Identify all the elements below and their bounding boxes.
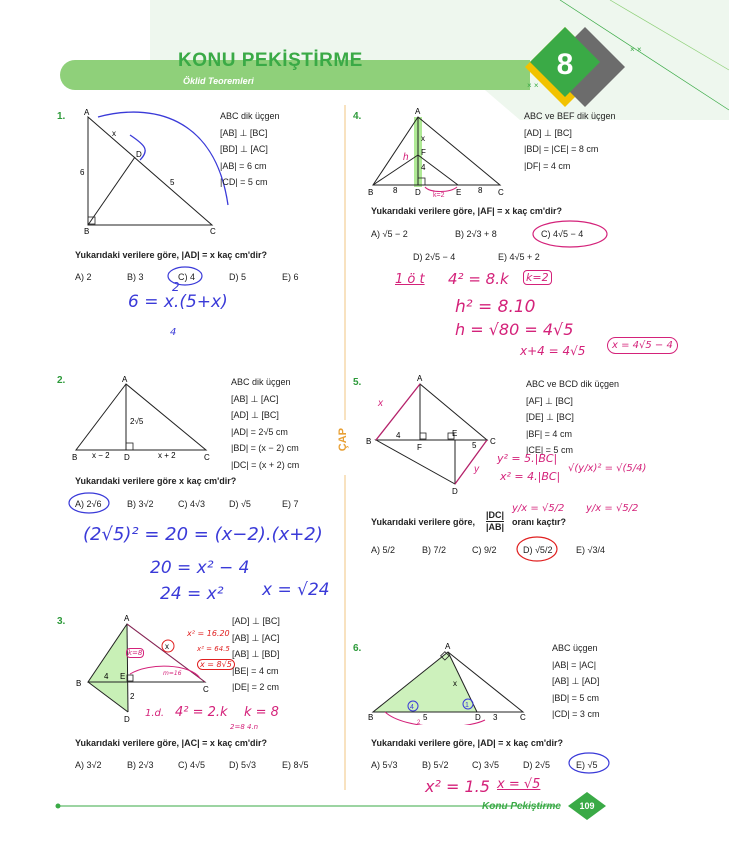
given-line: [AB] ⊥ [AC] (232, 632, 280, 643)
unit-badge (525, 22, 645, 112)
label-8-left: 8 (393, 186, 398, 195)
question-5-text-pre: Yukarıdaki verilere göre, (371, 517, 476, 527)
label-d: D (452, 487, 458, 496)
label-4: 4 (421, 163, 426, 172)
label-c: C (520, 713, 526, 722)
label-x: x (165, 642, 169, 651)
given-line: ABC dik üçgen (220, 111, 280, 121)
given-line: |BF| = 4 cm (526, 428, 572, 439)
label-a: A (122, 375, 128, 384)
label-x: x (421, 134, 425, 143)
given-line: [AF] ⊥ [BC] (526, 395, 573, 406)
given-line: |BD| = (x − 2) cm (231, 443, 299, 453)
answer-circle (165, 265, 205, 287)
label-c: C (204, 453, 210, 462)
question-4-text: Yukarıdaki verilere göre, |AF| = x kaç cm'dir? (371, 206, 563, 216)
option-a[interactable]: A) 2√6 (75, 499, 102, 509)
fraction-numerator: |DC| (486, 510, 505, 520)
option-e[interactable]: E) 8√5 (282, 760, 309, 770)
label-c: C (210, 227, 216, 236)
option-a[interactable]: A) 3√2 (75, 760, 102, 770)
handwriting: y/x = √5/2 (586, 503, 639, 514)
pen-arc (98, 112, 228, 205)
question-6-number: 6. (353, 643, 362, 654)
option-a[interactable]: A) √5 − 2 (371, 229, 408, 239)
option-e[interactable]: E) √5 (576, 760, 598, 770)
triangle-abc (376, 384, 487, 440)
question-5-figure (362, 372, 512, 497)
handwriting: 4² = 8.k (448, 270, 509, 288)
given-line: |CD| = 3 cm (552, 709, 600, 719)
handwriting: x² = 1.5 (425, 777, 490, 796)
unit-number: 8 (556, 48, 574, 81)
question-5-text-post: oranı kaçtır? (512, 517, 567, 527)
fraction-denominator: |AB| (486, 522, 505, 532)
handwriting: 4 (410, 704, 414, 711)
handwriting: y (474, 464, 479, 475)
handwriting: x² = 4.|BC| (500, 470, 561, 483)
question-2-figure (70, 372, 220, 464)
given-line: [DE] ⊥ [BC] (526, 412, 574, 422)
label-3: 3 (493, 713, 498, 722)
segment-bf (373, 155, 418, 185)
given-line: ABC ve BEF dik üçgen (524, 111, 616, 121)
answer-circle (514, 534, 560, 564)
handwriting: x (378, 398, 383, 409)
given-line: [AD] ⊥ [BC] (231, 410, 279, 420)
option-b[interactable]: B) 3 (127, 272, 144, 282)
label-a: A (445, 642, 451, 651)
highlight-region (373, 652, 477, 712)
label-b: B (366, 437, 372, 446)
label-c: C (203, 685, 209, 694)
label-4: 4 (396, 431, 401, 440)
option-c[interactable]: C) 9/2 (472, 545, 497, 555)
label-b: B (76, 679, 82, 688)
given-line: |DE| = 2 cm (232, 682, 279, 692)
decor-x-marks: × × (527, 81, 539, 90)
option-e[interactable]: E) 6 (282, 272, 299, 282)
option-b[interactable]: B) 2√3 (127, 760, 154, 770)
question-3-text: Yukarıdaki verilere göre, |AC| = x kaç cm'dir? (75, 738, 268, 748)
handwriting: x² = 64.5 (197, 645, 230, 653)
given-line: [AD] ⊥ [BC] (232, 616, 280, 626)
question-2-number: 2. (57, 375, 66, 386)
given-line: ABC dik üçgen (231, 377, 291, 387)
label-5: 5 (170, 178, 175, 187)
label-e: E (456, 188, 462, 197)
label-a: A (124, 614, 130, 623)
given-line: |BE| = 4 cm (232, 665, 279, 676)
answer-circle (66, 491, 112, 515)
given-line: ABC üçgen (552, 643, 598, 653)
label-a: A (84, 108, 90, 117)
right-angle-f (420, 433, 426, 439)
label-f: F (421, 148, 426, 157)
given-line: ABC ve BCD dik üçgen (526, 379, 620, 389)
label-2root5: 2√5 (130, 417, 144, 426)
pen-overlay (455, 440, 487, 484)
label-d: D (136, 150, 142, 159)
handwriting: k=2 (433, 192, 445, 199)
question-1-given (220, 108, 280, 191)
handwriting: (2√5)² = 20 = (x−2).(x+2) (83, 524, 323, 545)
question-1-number: 1. (57, 111, 66, 122)
question-4-figure (365, 105, 515, 200)
pen-arc (425, 187, 457, 192)
option-a[interactable]: A) 2 (75, 272, 92, 282)
handwriting: x = 4√5 − 4 (607, 337, 678, 354)
handwriting: k=8 (128, 649, 143, 657)
handwriting: 4 (170, 327, 177, 338)
question-3-number: 3. (57, 616, 66, 627)
label-d: D (475, 713, 481, 722)
label-e: E (120, 672, 126, 681)
question-6-given (552, 640, 599, 723)
option-e[interactable]: E) √3/4 (576, 545, 605, 555)
option-d[interactable]: D) √5 (229, 499, 251, 509)
handwriting: 1 (465, 702, 469, 709)
option-d[interactable]: D) 5√3 (229, 760, 256, 770)
question-1-text: Yukarıdaki verilere göre, |AD| = x kaç cm'dir? (75, 250, 268, 260)
handwriting: √(y/x)² = √(5/4) (568, 463, 647, 474)
label-d: D (124, 453, 130, 462)
label-6: 6 (80, 168, 85, 177)
option-c[interactable]: C) 3√5 (472, 760, 499, 770)
handwriting: k = 8 (244, 705, 279, 720)
question-4-given (524, 108, 616, 174)
handwriting: m=16 (163, 670, 182, 677)
option-e[interactable]: E) 4√5 + 2 (498, 252, 540, 262)
given-line: |DC| = (x + 2) cm (231, 459, 300, 470)
handwriting: h = √80 = 4√5 (455, 320, 574, 339)
question-5-fraction (486, 510, 504, 533)
label-x: x (112, 129, 116, 138)
option-b[interactable]: B) 7/2 (422, 545, 447, 555)
given-line: |AB| = 6 cm (220, 160, 267, 171)
handwriting: k=2 (523, 270, 552, 285)
option-c[interactable]: C) 4 (178, 272, 196, 282)
handwriting: 2 (417, 720, 421, 725)
right-angle-d (126, 443, 133, 450)
option-d[interactable]: D) 5 (229, 272, 247, 282)
highlight-region (88, 624, 128, 712)
label-5: 5 (423, 713, 428, 722)
label-a: A (415, 107, 421, 116)
label-b: B (368, 188, 374, 197)
handwriting: y² = 5.|BC| (497, 452, 558, 465)
label-b: B (84, 227, 90, 236)
triangle-abc (373, 117, 500, 185)
label-c: C (490, 437, 496, 446)
label-f: F (417, 443, 422, 452)
altitude-bd (88, 157, 135, 225)
decor-x-marks: × × (630, 45, 642, 54)
handwriting: 6 = x.(5+x) (128, 292, 228, 312)
option-e[interactable]: E) 7 (282, 499, 299, 509)
given-line: |CE| = 5 cm (526, 445, 573, 455)
given-line: [BD] ⊥ [AC] (220, 144, 268, 154)
page-number: 109 (579, 801, 595, 811)
label-c: C (498, 188, 504, 197)
option-d[interactable]: D) 2√5 − 4 (413, 252, 456, 262)
given-line: [AB] ⊥ [BD] (232, 649, 280, 659)
handwriting: 2=8 4.n (230, 723, 259, 731)
label-2: 2 (130, 692, 135, 701)
handwriting: 1 ö t (395, 272, 425, 287)
handwriting: x = √5 (497, 777, 541, 792)
handwriting: x² = 16.20 (187, 629, 230, 638)
question-3-given (232, 613, 280, 696)
label-x: x (453, 679, 457, 688)
question-5-given (526, 376, 619, 459)
given-line: |DF| = 4 cm (524, 160, 571, 171)
option-d[interactable]: D) 2√5 (523, 760, 550, 770)
given-line: [AB] ⊥ [AC] (231, 393, 279, 404)
question-1-figure (70, 105, 240, 240)
label-a: A (417, 374, 423, 383)
handwriting: h² = 8.10 (455, 297, 536, 317)
pen-arc (385, 712, 485, 725)
given-line: [AB] ⊥ [AD] (552, 676, 600, 686)
given-line: |BD| = |CE| = 8 cm (524, 144, 599, 154)
option-c[interactable]: C) 4√5 − 4 (541, 229, 584, 239)
option-b[interactable]: B) 5√2 (422, 760, 449, 770)
option-b[interactable]: B) 2√3 + 8 (455, 229, 497, 239)
given-line: [AB] ⊥ [BC] (220, 127, 268, 138)
label-xp2: x + 2 (158, 451, 176, 460)
label-d: D (415, 188, 421, 197)
answer-circle (566, 750, 612, 776)
option-b[interactable]: B) 3√2 (127, 499, 154, 509)
option-c[interactable]: C) 4√5 (178, 760, 205, 770)
label-b: B (72, 453, 78, 462)
label-d: D (124, 715, 130, 724)
handwriting: 24 = x² (160, 584, 224, 604)
handwriting: y/x = √5/2 (512, 503, 565, 514)
handwriting: 4² = 2.k (175, 705, 228, 720)
option-a[interactable]: A) 5√3 (371, 760, 398, 770)
handwriting: 20 = x² − 4 (150, 558, 250, 578)
question-6-figure (365, 640, 530, 725)
handwriting: 2 (172, 280, 180, 294)
given-line: |BD| = 5 cm (552, 692, 599, 703)
page-title: KONU PEKİŞTİRME (178, 50, 363, 71)
answer-circle (530, 218, 610, 250)
handwriting: x = √24 (262, 580, 330, 600)
option-d[interactable]: D) √5/2 (523, 545, 553, 555)
label-e: E (452, 429, 458, 438)
given-line: |CD| = 5 cm (220, 177, 268, 187)
label-xm2: x − 2 (92, 451, 110, 460)
handwriting: 1.d. (145, 708, 165, 719)
cap-side-tab: ÇAP (337, 428, 349, 452)
handwriting: x = 8√5 (197, 659, 235, 670)
footer-label: Konu Pekiştirme (482, 801, 561, 812)
option-a[interactable]: A) 5/2 (371, 545, 396, 555)
handwriting: h (403, 152, 409, 163)
page-subtitle: Öklid Teoremleri (183, 76, 254, 86)
option-c[interactable]: C) 4√3 (178, 499, 205, 509)
label-5: 5 (472, 441, 477, 450)
page-number-badge (566, 790, 608, 822)
handwriting: x+4 = 4√5 (520, 344, 586, 358)
label-b: B (368, 713, 374, 722)
question-5-number: 5. (353, 377, 362, 388)
given-line: |AD| = 2√5 cm (231, 426, 288, 437)
given-line: [AD] ⊥ [BC] (524, 127, 572, 138)
label-8-right: 8 (478, 186, 483, 195)
footer-dot (56, 804, 61, 809)
question-2-text: Yukarıdaki verilere göre x kaç cm'dir? (75, 476, 237, 486)
given-line: |AB| = |AC| (552, 659, 597, 670)
label-4: 4 (104, 672, 109, 681)
question-6-text: Yukarıdaki verilere göre, |AD| = x kaç cm'dir? (371, 738, 564, 748)
question-4-number: 4. (353, 111, 362, 122)
question-2-given (231, 374, 299, 473)
